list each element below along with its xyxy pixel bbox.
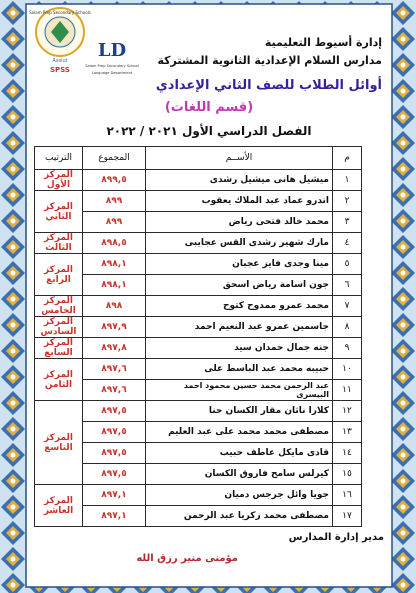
header-name: الأســم [146,147,333,170]
row-num: ٩ [333,338,362,359]
student-name: جاسمين عمرو عبد النعيم احمد [146,317,333,338]
student-total: ٨٩٧,١ [83,485,146,506]
header-total: المجموع [83,147,146,170]
rank-cell: المركز الثاني [35,191,83,233]
row-num: ١ [333,170,362,191]
row-num: ٨ [333,317,362,338]
student-total: ٨٩٧,١ [83,506,146,527]
table-row [35,506,362,527]
student-name: مارك شهير رشدى القس عجايبى [146,233,333,254]
table-row [35,254,362,275]
document-page [30,6,388,586]
row-num: ٤ [333,233,362,254]
student-name: اندرو عماد عبد الملاك يعقوب [146,191,333,212]
rank-cell: المركز السادس [35,317,83,338]
row-num: ١٧ [333,506,362,527]
rank-cell: المركز الثامن [35,359,83,401]
row-num: ١٠ [333,359,362,380]
student-name: كلارا ناثان مقار الكسان حنا [146,401,333,422]
student-name: جويا وائل جرجس دميان [146,485,333,506]
page-subtitle: (قسم اللغات) [164,100,254,115]
school-logo-city: Assiut [52,58,68,64]
student-name: محمد خالد فتحى رياض [146,212,333,233]
table-row [35,485,362,506]
header-num: م [333,147,362,170]
table-row [35,380,362,401]
row-num: ٥ [333,254,362,275]
term-line: الفصل الدراسي الأول ٢٠٢١ / ٢٠٢٢ [106,124,312,138]
rank-cell: المركز السابع [35,338,83,359]
student-total: ٨٩٧,٦ [83,359,146,380]
rank-cell: المركز الخامس [35,296,83,317]
row-num: ١١ [333,380,362,401]
student-name: محمد عمرو ممدوح كتوح [146,296,333,317]
directorate-name: إدارة أسيوط التعليمية [264,36,382,49]
student-total: ٨٩٧,٥ [83,443,146,464]
student-total: ٨٩٨,١ [83,254,146,275]
table-row [35,359,362,380]
table-row [35,443,362,464]
school-logo [29,6,91,78]
rank-cell: المركز الرابع [35,254,83,296]
school-logo-ring-text: Salam Prep Secondary Schools [29,10,91,15]
table-row [35,233,362,254]
student-name: فادى مايكل عاطف حبيب [146,443,333,464]
student-total: ٨٩٩,٥ [83,170,146,191]
student-total: ٨٩٨,٥ [83,233,146,254]
row-num: ٧ [333,296,362,317]
school-logo-abbr: SPSS [50,66,70,74]
row-num: ١٤ [333,443,362,464]
student-total: ٨٩٧,٥ [83,422,146,443]
language-department-logo [85,36,139,80]
lang-logo-name: Salam Prep Secondary School [85,64,139,68]
table-row [35,191,362,212]
table-header-row [35,147,362,170]
student-total: ٨٩٧,٨ [83,338,146,359]
table-row [35,422,362,443]
student-total: ٨٩٨ [83,296,146,317]
student-total: ٨٩٨,١ [83,275,146,296]
table-row [35,170,362,191]
lang-logo-initials: LD [97,40,127,61]
student-name: كيرلس سامح فاروق الكسان [146,464,333,485]
student-total: ٨٩٧,٥ [83,401,146,422]
row-num: ١٣ [333,422,362,443]
lang-logo-dept: Language Department [91,71,133,75]
student-total: ٨٩٩ [83,212,146,233]
page-title: أوائل الطلاب للصف الثاني الإعدادي [155,78,382,93]
row-num: ٣ [333,212,362,233]
rank-cell: المركز العاشر [35,485,83,527]
rank-cell: المركز الأول [35,170,83,191]
student-total: ٨٩٧,٩ [83,317,146,338]
table-row [35,212,362,233]
student-total: ٨٩٩ [83,191,146,212]
table-row [35,338,362,359]
top-students-table [34,146,362,527]
header-rank: الترتيب [35,147,83,170]
signature-title: مدير إدارة المدارس [288,532,384,543]
student-total: ٨٩٧,٥ [83,464,146,485]
table-row [35,317,362,338]
student-name: ميشيل هانى ميشيل رشدى [146,170,333,191]
student-name: مينا وجدى فايز عجبان [146,254,333,275]
school-name: مدارس السلام الإعدادية الثانوية المشتركة [157,54,382,67]
student-name: عبد الرحمن محمد حسين محمود احمد البيسرى [146,380,333,401]
student-name: جنه جمال حمدان سيد [146,338,333,359]
table-row [35,296,362,317]
row-num: ٢ [333,191,362,212]
student-name: مصطفى محمد زكريا عبد الرحمن [146,506,333,527]
row-num: ١٢ [333,401,362,422]
row-num: ١٦ [333,485,362,506]
table-row [35,464,362,485]
student-total: ٨٩٧,٦ [83,380,146,401]
table-row [35,401,362,422]
signature-name: مؤمنى منير رزق الله [136,553,238,564]
row-num: ١٥ [333,464,362,485]
table-row [35,275,362,296]
rank-cell: المركز الثالث [35,233,83,254]
student-name: جون اسامة رياض اسحق [146,275,333,296]
row-num: ٦ [333,275,362,296]
rank-cell: المركز التاسع [35,401,83,485]
student-name: مصطفى محمد محمد على عبد العليم [146,422,333,443]
student-name: حبيبه محمد عبد الباسط على [146,359,333,380]
